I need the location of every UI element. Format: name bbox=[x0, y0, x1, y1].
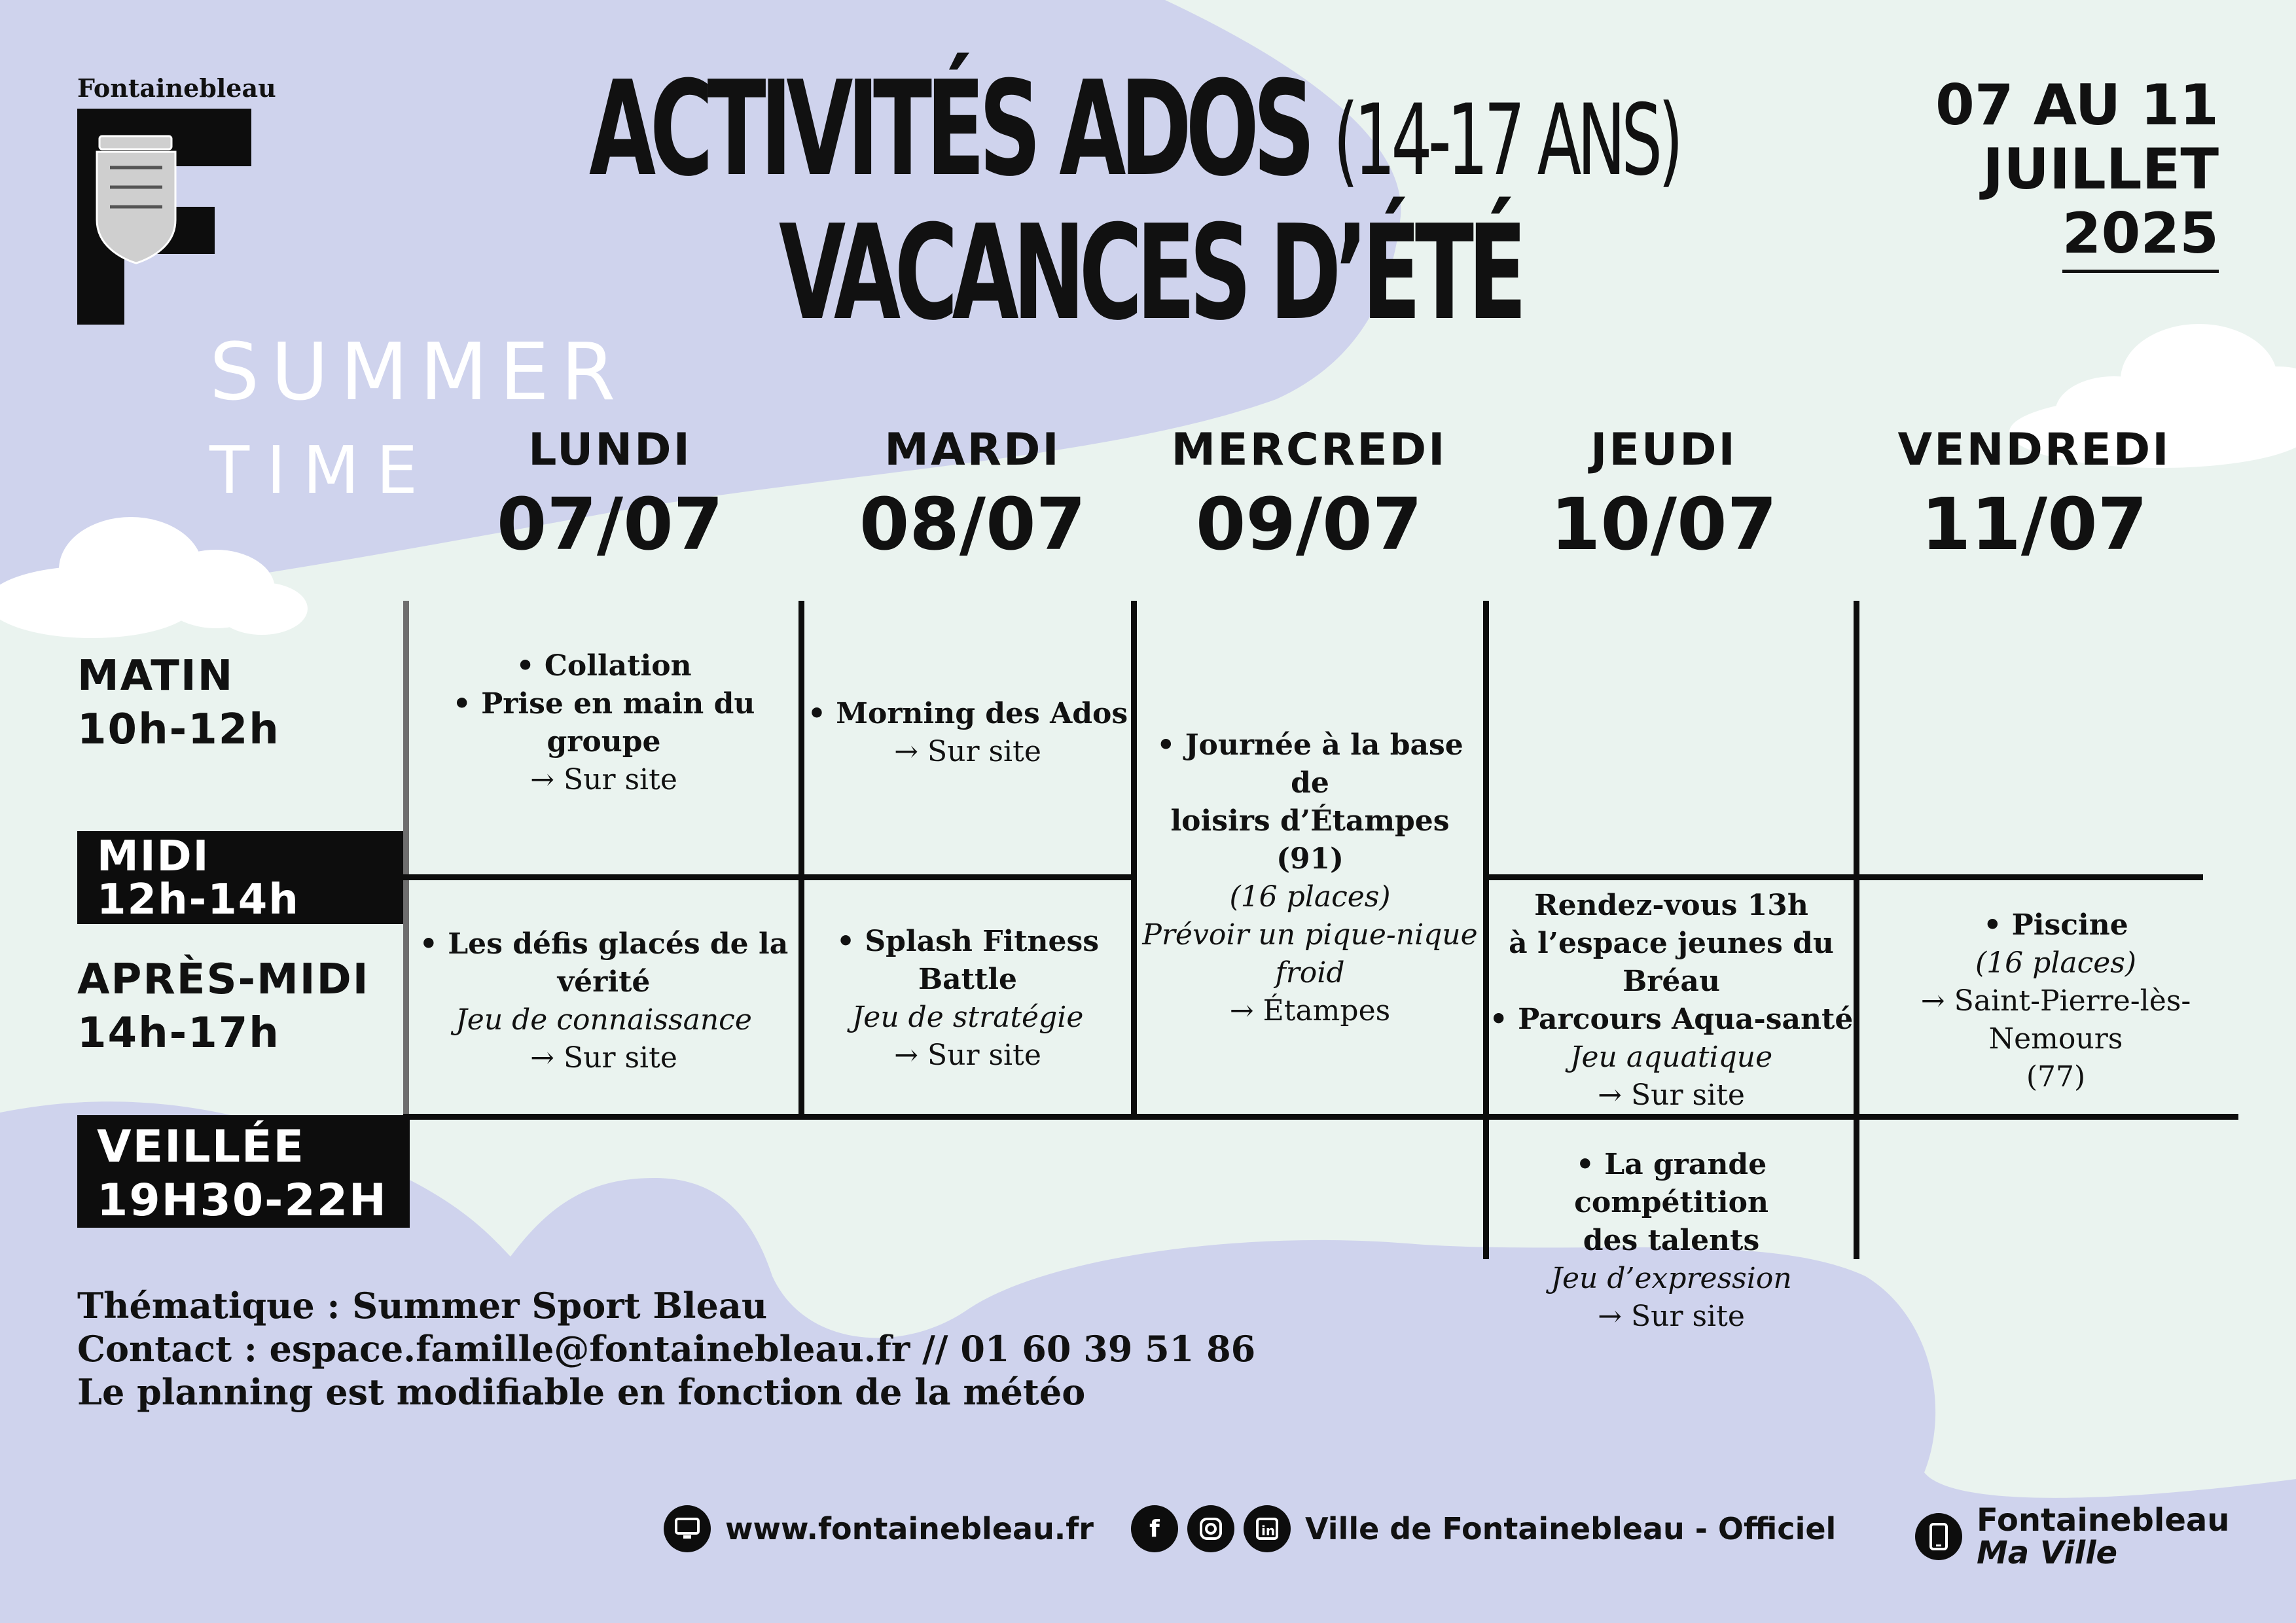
age-range: (14-17 ANS) bbox=[1333, 84, 1679, 198]
day-date: 10/07 bbox=[1550, 482, 1778, 566]
social-text[interactable]: Ville de Fontainebleau - Officiel bbox=[1305, 1511, 1837, 1546]
grid-line-h-midi-right bbox=[1483, 874, 2203, 880]
facebook-icon[interactable]: f bbox=[1131, 1505, 1178, 1552]
activity-title: loisirs d’Étampes (91) bbox=[1170, 804, 1450, 876]
activity-vendredi-apres-midi bbox=[1859, 908, 2252, 1094]
city-name: Fontainebleau bbox=[77, 73, 276, 103]
activity-location: → Sur site bbox=[530, 763, 677, 796]
activity-type: Jeu de connaissance bbox=[456, 1003, 752, 1037]
activity-mercredi bbox=[1137, 726, 1483, 1027]
slot-name: APRÈS-MIDI bbox=[77, 955, 370, 1004]
day-date: 09/07 bbox=[1195, 482, 1423, 566]
app-tagline: Ma Ville bbox=[1977, 1535, 2118, 1571]
day-date: 07/07 bbox=[496, 482, 724, 566]
activity-type: Jeu de stratégie bbox=[852, 1001, 1084, 1034]
grid-line-v2 bbox=[1131, 601, 1137, 1119]
activity-location: (77) bbox=[2026, 1060, 2086, 1094]
time-decor-text: TIME bbox=[209, 432, 435, 508]
activity-jeudi-veillee bbox=[1489, 1148, 1854, 1333]
slot-hours: 12h-14h bbox=[97, 876, 300, 924]
day-header-jeudi bbox=[1480, 424, 1847, 567]
grid-line-v3 bbox=[1483, 601, 1489, 1259]
activity-location: → Sur site bbox=[894, 1039, 1041, 1072]
activity-title: • Collation bbox=[516, 649, 692, 683]
activity-title: • Prise en main du groupe bbox=[452, 687, 755, 758]
grid-line-v0 bbox=[403, 601, 409, 1119]
svg-text:in: in bbox=[1261, 1523, 1276, 1539]
day-date: 11/07 bbox=[1920, 482, 2148, 566]
activity-title: • La grande compétition bbox=[1574, 1148, 1768, 1219]
linkedin-icon[interactable] bbox=[1244, 1505, 1291, 1552]
slot-name: MIDI bbox=[97, 832, 210, 881]
day-header-vendredi bbox=[1851, 424, 2217, 567]
date-range-year: 2025 bbox=[2062, 202, 2219, 273]
activity-jeudi-apres-midi bbox=[1489, 886, 1854, 1115]
slot-label-midi bbox=[77, 831, 407, 924]
city-logo bbox=[77, 109, 251, 325]
day-name: MARDI bbox=[884, 424, 1061, 476]
coat-of-arms-icon bbox=[97, 136, 175, 263]
activity-title: • Parcours Aqua-santé bbox=[1489, 1003, 1854, 1036]
slot-hours: 19H30-22H bbox=[97, 1175, 387, 1226]
page-subtitle: VACANCES D’ÉTÉ bbox=[779, 197, 1521, 349]
grid-line-h-midi-left bbox=[403, 874, 1136, 880]
day-header-lundi bbox=[427, 424, 793, 567]
day-header-mercredi bbox=[1126, 424, 1492, 567]
date-range bbox=[1935, 73, 2219, 273]
slot-hours: 10h-12h bbox=[77, 705, 280, 754]
activity-title: • Splash Fitness Battle bbox=[836, 925, 1100, 996]
activity-note: Prévoir un pique-nique bbox=[1142, 918, 1478, 952]
app-name: Fontainebleau bbox=[1977, 1502, 2230, 1539]
website-text[interactable]: www.fontainebleau.fr bbox=[725, 1511, 1094, 1546]
activity-location: → Sur site bbox=[1598, 1300, 1745, 1333]
social-links bbox=[1131, 1505, 1836, 1552]
slot-name: VEILLÉE bbox=[97, 1121, 305, 1173]
day-name: VENDREDI bbox=[1897, 424, 2171, 476]
app-promo[interactable] bbox=[1915, 1504, 2229, 1569]
activity-note: froid bbox=[1275, 956, 1345, 990]
day-header-mardi bbox=[789, 424, 1156, 567]
day-name: LUNDI bbox=[528, 424, 692, 476]
contact-text[interactable]: Contact : espace.famille@fontainebleau.fr // 01 60 39 51 86 bbox=[77, 1328, 1256, 1370]
weather-note: Le planning est modifiable en fonction de la météo bbox=[77, 1371, 1086, 1413]
activity-location: → Étampes bbox=[1229, 994, 1391, 1027]
page-title bbox=[589, 53, 1679, 206]
day-name: MERCREDI bbox=[1171, 424, 1447, 476]
activity-lundi-matin bbox=[409, 649, 798, 796]
grid-line-v1 bbox=[798, 601, 804, 1119]
slot-label-veillee bbox=[77, 1115, 410, 1228]
slot-label-matin bbox=[77, 649, 280, 757]
date-range-days: 07 AU 11 bbox=[1935, 73, 2219, 138]
activity-type: Jeu d’expression bbox=[1551, 1262, 1792, 1295]
day-name: JEUDI bbox=[1590, 424, 1737, 476]
website-link[interactable] bbox=[664, 1505, 1094, 1552]
title-line-1: ACTIVITÉS ADOS bbox=[589, 53, 1310, 205]
grid-line-h-veillee bbox=[403, 1114, 2238, 1120]
activity-title: • Morning des Ados bbox=[807, 697, 1128, 730]
activity-mardi-matin bbox=[804, 687, 1131, 779]
activity-meeting: Rendez-vous 13h bbox=[1534, 889, 1808, 922]
footer-notes bbox=[77, 1284, 1255, 1414]
slot-label-apres-midi bbox=[77, 953, 370, 1060]
instagram-icon[interactable] bbox=[1187, 1505, 1234, 1552]
day-date: 08/07 bbox=[859, 482, 1086, 566]
grid-line-v4 bbox=[1854, 601, 1859, 1259]
activity-location: → Sur site bbox=[1598, 1079, 1745, 1112]
activity-title: • Les défis glacés de la bbox=[419, 927, 789, 961]
activity-location: → Saint-Pierre-lès-Nemours bbox=[1920, 984, 2191, 1056]
activity-type: Jeu aquatique bbox=[1570, 1041, 1773, 1074]
activity-location: → Sur site bbox=[530, 1041, 677, 1075]
activity-title: vérité bbox=[557, 965, 651, 999]
activity-mardi-apres-midi bbox=[804, 925, 1131, 1072]
activity-location: → Sur site bbox=[894, 735, 1041, 768]
activity-places: (16 places) bbox=[1229, 880, 1391, 914]
slot-name: MATIN bbox=[77, 652, 234, 700]
activity-meeting: à l’espace jeunes du bbox=[1509, 927, 1834, 960]
theme-text: Thématique : Summer Sport Bleau bbox=[77, 1285, 768, 1327]
activity-lundi-apres-midi bbox=[409, 923, 798, 1080]
activity-places: (16 places) bbox=[1975, 946, 2137, 980]
monitor-icon bbox=[664, 1505, 711, 1552]
slot-hours: 14h-17h bbox=[77, 1009, 280, 1058]
summer-decor-text: SUMMER bbox=[209, 327, 628, 418]
activity-meeting: Bréau bbox=[1623, 965, 1720, 998]
smartphone-icon bbox=[1915, 1513, 1962, 1560]
activity-title: • Piscine bbox=[1983, 908, 2128, 942]
activity-title: • Journée à la base de bbox=[1157, 728, 1463, 800]
activity-title: des talents bbox=[1583, 1224, 1760, 1257]
date-range-month: JUILLET bbox=[1982, 137, 2219, 202]
